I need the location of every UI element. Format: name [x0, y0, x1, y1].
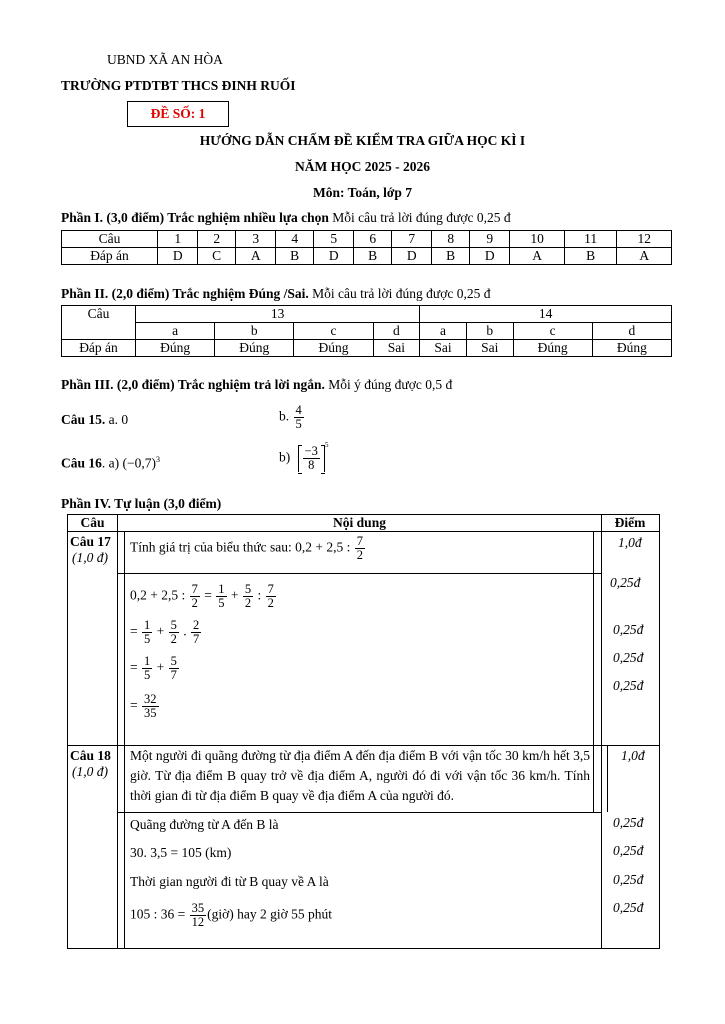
q17-prompt-text: Tính giá trị của biểu thức sau: 0,2 + 2,5 : [130, 539, 354, 555]
part1-a-label: Đáp án [62, 248, 158, 265]
q16-b-den: 8 [308, 458, 315, 473]
part1-heading-bold: Phần I. (3,0 điểm) Trắc nghiệm nhiều lựa chọn [61, 210, 329, 225]
q18-step-score-2: 0,25đ [613, 843, 644, 858]
part2-sub-5: b [466, 323, 513, 340]
q17-step-1: 0,2 + 2,5 : $\frac{7}{2}$ = $\frac{1}{5}$ + $\frac{5}{2}$ : $\frac{7}{2}$ [130, 582, 274, 611]
essay-col-score: Điểm [614, 515, 646, 530]
part2-sub-1: b [215, 323, 294, 340]
part2-a-label: Đáp án [62, 340, 136, 357]
q18-label: Câu 18 [70, 748, 111, 763]
part1-answer-8: B [432, 248, 470, 265]
part1-answer-table [61, 230, 672, 265]
q15-b-num: 4 [295, 403, 302, 417]
part2-sub-7: d [592, 323, 671, 340]
q17-step-score-1: 0,25đ [610, 575, 641, 590]
subject-line: Môn: Toán, lớp 7 [312, 185, 412, 200]
part2-answer-6: Đúng [513, 340, 592, 357]
q15-b-den: 5 [295, 417, 302, 432]
part1-answer-11: B [564, 248, 617, 265]
q18-step-2: 30. 3,5 = 105 (km) [130, 845, 232, 860]
part1-answer-6: B [354, 248, 392, 265]
q17-prompt-fraction: $\frac{7}{2}$ [356, 534, 364, 563]
part2-heading-note: Mỗi câu trả lời đúng được 0,25 đ [308, 286, 491, 301]
part2-answer-5: Sai [466, 340, 513, 357]
part2-answer-1: Đúng [215, 340, 294, 357]
part1-question-9: 9 [470, 231, 510, 248]
part2-answer-7: Đúng [592, 340, 671, 357]
q18-step-3: Thời gian người đi từ B quay về A là [130, 874, 329, 889]
q18-step-1: Quãng đường từ A đến B là [130, 817, 279, 832]
part1-answer-1: D [158, 248, 198, 265]
q18-step-score-3: 0,25đ [613, 872, 644, 887]
q18-points: (1,0 đ) [72, 764, 108, 779]
q16-b-label: b) [279, 449, 291, 465]
essay-col-content: Nội dung [333, 515, 386, 530]
q18-step-score-4: 0,25đ [613, 900, 644, 915]
part2-answer-0: Đúng [136, 340, 215, 357]
q18-prompt: Một người đi quãng đường từ địa điểm A đến địa điểm B với vận tốc 30 km/h hết 3,5 giờ. Từ địa điểm B quay trở về địa điểm A, người đó đi với vận tốc 36 km/h. Tính thời gian đi từ địa điểm B quay về địa điểm A của người đó. [130, 748, 590, 803]
part1-answer-12: A [617, 248, 672, 265]
part2-heading [61, 286, 490, 302]
part2-sub-6: c [513, 323, 592, 340]
q17-step-score-3: 0,25đ [613, 650, 644, 665]
part1-answer-2: C [198, 248, 236, 265]
school-year: NĂM HỌC 2025 - 2026 [295, 159, 430, 174]
part1-question-8: 8 [432, 231, 470, 248]
q18-score: 1,0đ [621, 748, 645, 763]
part1-answer-9: D [470, 248, 510, 265]
q16-b-num: −3 [304, 444, 318, 458]
q17-result-num: 32 [144, 692, 157, 706]
q16-b [279, 441, 329, 473]
part2-sub-4: a [420, 323, 467, 340]
q18-step-4 [130, 902, 332, 929]
q17-step-3: = $\frac{1}{5}$ + $\frac{5}{7}$ [130, 654, 177, 683]
part1-question-7: 7 [392, 231, 432, 248]
q17-step-2: = $\frac{1}{5}$ + $\frac{5}{2}$ . $\frac{2}{7}$ [130, 618, 200, 647]
school-name: TRƯỜNG PTDTBT THCS ĐINH RUỐI [61, 78, 296, 93]
part1-q-label: Câu [62, 231, 158, 248]
part1-answer-5: D [314, 248, 354, 265]
part1-question-4: 4 [276, 231, 314, 248]
q17-step-score-4: 0,25đ [613, 678, 644, 693]
part2-sub-3: d [373, 323, 420, 340]
part1-question-3: 3 [236, 231, 276, 248]
part4-essay-table [67, 514, 660, 949]
essay-col-q: Câu [80, 515, 105, 530]
part2-heading-bold: Phần II. (2,0 điểm) Trắc nghiệm Đúng /Sai. [61, 286, 309, 301]
q16-label: Câu 16 [61, 455, 102, 471]
part1-heading-note: Mỗi câu trả lời đúng được 0,25 đ [328, 210, 511, 225]
part1-heading [61, 210, 511, 226]
q15-label: Câu 15. [61, 412, 106, 427]
q18-step-4-fraction: $\frac{35}{12}$ [191, 901, 205, 930]
q18-step-4-pre: 105 : 36 = [130, 906, 189, 922]
part1-answer-10: A [510, 248, 564, 265]
part3-heading-note: Mỗi ý đúng được 0,5 đ [324, 377, 453, 392]
q16-line [61, 455, 160, 472]
part2-answer-2: Đúng [294, 340, 373, 357]
part1-question-5: 5 [314, 231, 354, 248]
part1-question-1: 1 [158, 231, 198, 248]
part1-question-11: 11 [564, 231, 617, 248]
part1-answer-4: B [276, 248, 314, 265]
q17-step-score-2: 0,25đ [613, 622, 644, 637]
q16-answer-a: . a) (−0,7) [101, 455, 156, 471]
q15-b-label: b. [279, 408, 290, 424]
part3-heading-bold: Phần III. (2,0 điểm) Trắc nghiệm trả lời ngắn. [61, 377, 325, 392]
q17-result-den: 35 [144, 706, 157, 721]
part2-answer-table [61, 305, 672, 357]
part1-answer-7: D [392, 248, 432, 265]
part1-question-12: 12 [617, 231, 672, 248]
part4-heading: Phần IV. Tự luận (3,0 điểm) [61, 496, 222, 511]
part2-q13: 13 [136, 306, 420, 323]
part2-sub-0: a [136, 323, 215, 340]
part2-q14: 14 [420, 306, 672, 323]
part2-answer-4: Sai [420, 340, 467, 357]
part1-question-10: 10 [510, 231, 564, 248]
exam-code-box: ĐỀ SỐ: 1 [127, 101, 229, 127]
q16-b-fraction [303, 445, 320, 472]
q15-answer-a: a. 0 [105, 412, 129, 427]
authority-name: UBND XÃ AN HÒA [107, 52, 223, 67]
q16-b-exponent: 5 [324, 441, 329, 449]
q17-step-4: = $\frac{32}{35}$ [130, 692, 157, 721]
q17-points: (1,0 đ) [72, 550, 108, 565]
part1-question-2: 2 [198, 231, 236, 248]
q17-score: 1,0đ [618, 535, 642, 550]
q16-b-bracket [298, 445, 325, 472]
part2-sub-2: c [294, 323, 373, 340]
doc-title: HƯỚNG DẪN CHẤM ĐỀ KIỂM TRA GIỮA HỌC KÌ I [199, 133, 526, 148]
q18-step-4-post: (giờ) hay 2 giờ 55 phút [207, 906, 333, 922]
part1-question-6: 6 [354, 231, 392, 248]
part2-q-label: Câu [62, 306, 136, 340]
q18-step-score-1: 0,25đ [613, 815, 644, 830]
part1-answer-3: A [236, 248, 276, 265]
q17-prompt [130, 535, 366, 562]
part2-answer-3: Sai [373, 340, 420, 357]
q17-label: Câu 17 [70, 534, 111, 549]
q15-b-fraction [294, 404, 304, 431]
q16-a-exponent: 3 [155, 455, 160, 464]
q15-b [279, 404, 305, 431]
part3-heading [61, 377, 452, 393]
q15-line [61, 412, 128, 428]
